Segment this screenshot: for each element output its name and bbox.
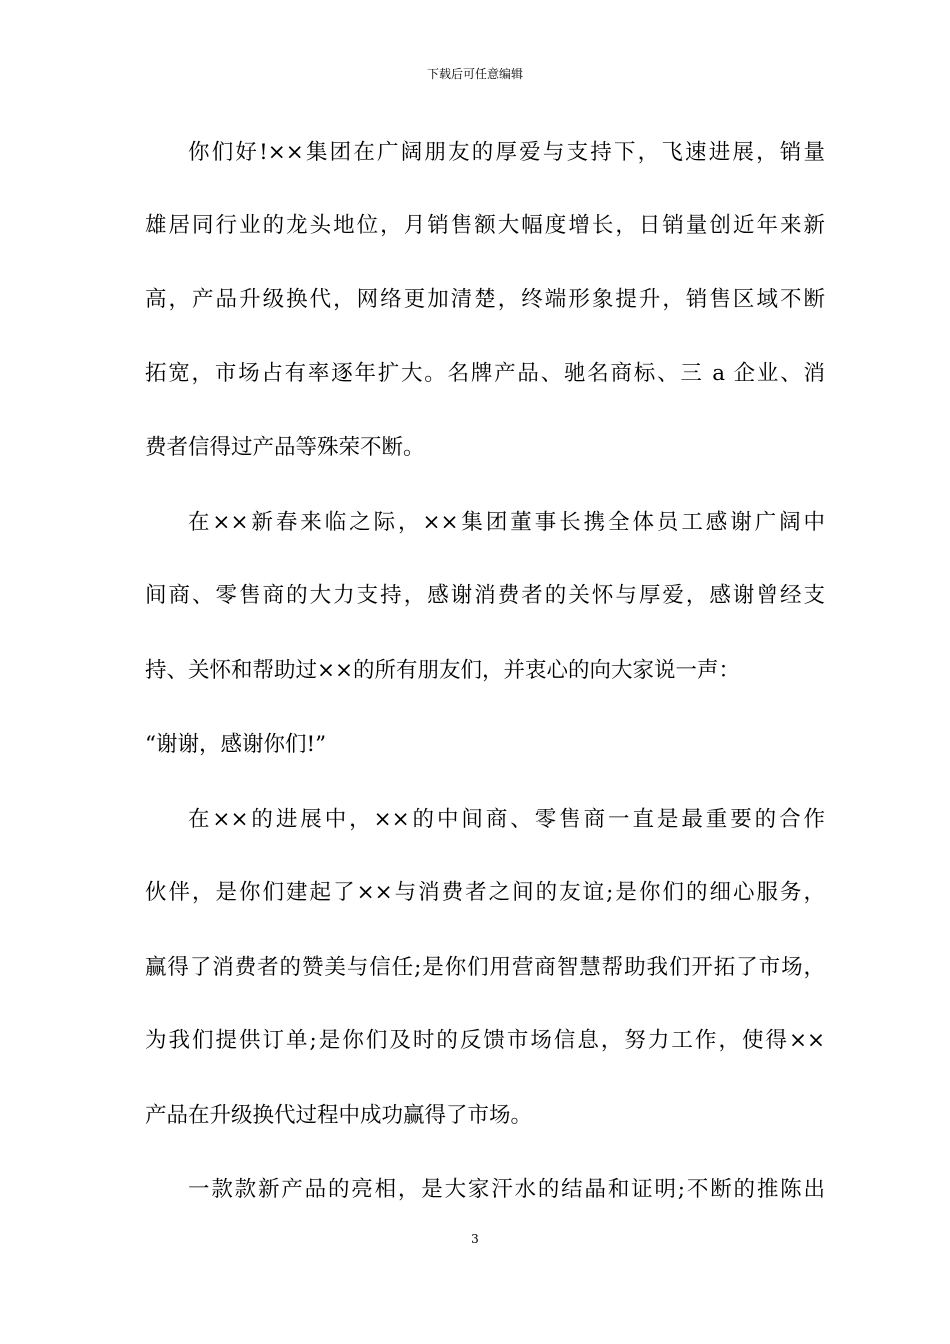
- paragraph-line: 在××新春来临之际，××集团董事长携全体员工感谢广阔中: [188, 510, 825, 535]
- paragraph-line: 雄居同行业的龙头地位，月销售额大幅度增长，日销量创近年来新: [145, 213, 825, 238]
- paragraph-line: 赢得了消费者的赞美与信任;是你们用营商智慧帮助我们开拓了市场，: [145, 955, 825, 980]
- paragraph-line: 拓宽，市场占有率逐年扩大。名牌产品、驰名商标、三 a 企业、消: [145, 361, 825, 386]
- paragraph-line: 为我们提供订单;是你们及时的反馈市场信息，努力工作，使得××: [145, 1028, 825, 1053]
- paragraph-line: “谢谢，感谢你们!”: [145, 732, 327, 757]
- paragraph-line: 一款款新产品的亮相，是大家汗水的结晶和证明;不断的推陈出: [188, 1177, 825, 1202]
- paragraph-line: 伙伴，是你们建起了××与消费者之间的友谊;是你们的细心服务，: [145, 880, 825, 905]
- paragraph-line: 你们好!××集团在广阔朋友的厚爱与支持下，飞速进展，销量: [188, 140, 825, 165]
- paragraph-line: 产品在升级换代过程中成功赢得了市场。: [145, 1103, 533, 1128]
- paragraph-line: 持、关怀和帮助过××的所有朋友们，并衷心的向大家说一声：: [145, 658, 741, 683]
- paragraph-line: 间商、零售商的大力支持，感谢消费者的关怀与厚爱，感谢曾经支: [145, 583, 825, 608]
- paragraph-line: 在××的进展中，××的中间商、零售商一直是最重要的合作: [188, 807, 825, 832]
- paragraph-line: 高，产品升级换代，网络更加清楚，终端形象提升，销售区域不断: [145, 287, 825, 312]
- paragraph-line: 费者信得过产品等殊荣不断。: [145, 435, 425, 460]
- page-number: 3: [471, 1232, 479, 1246]
- page-header: 下载后可任意编辑: [426, 67, 523, 81]
